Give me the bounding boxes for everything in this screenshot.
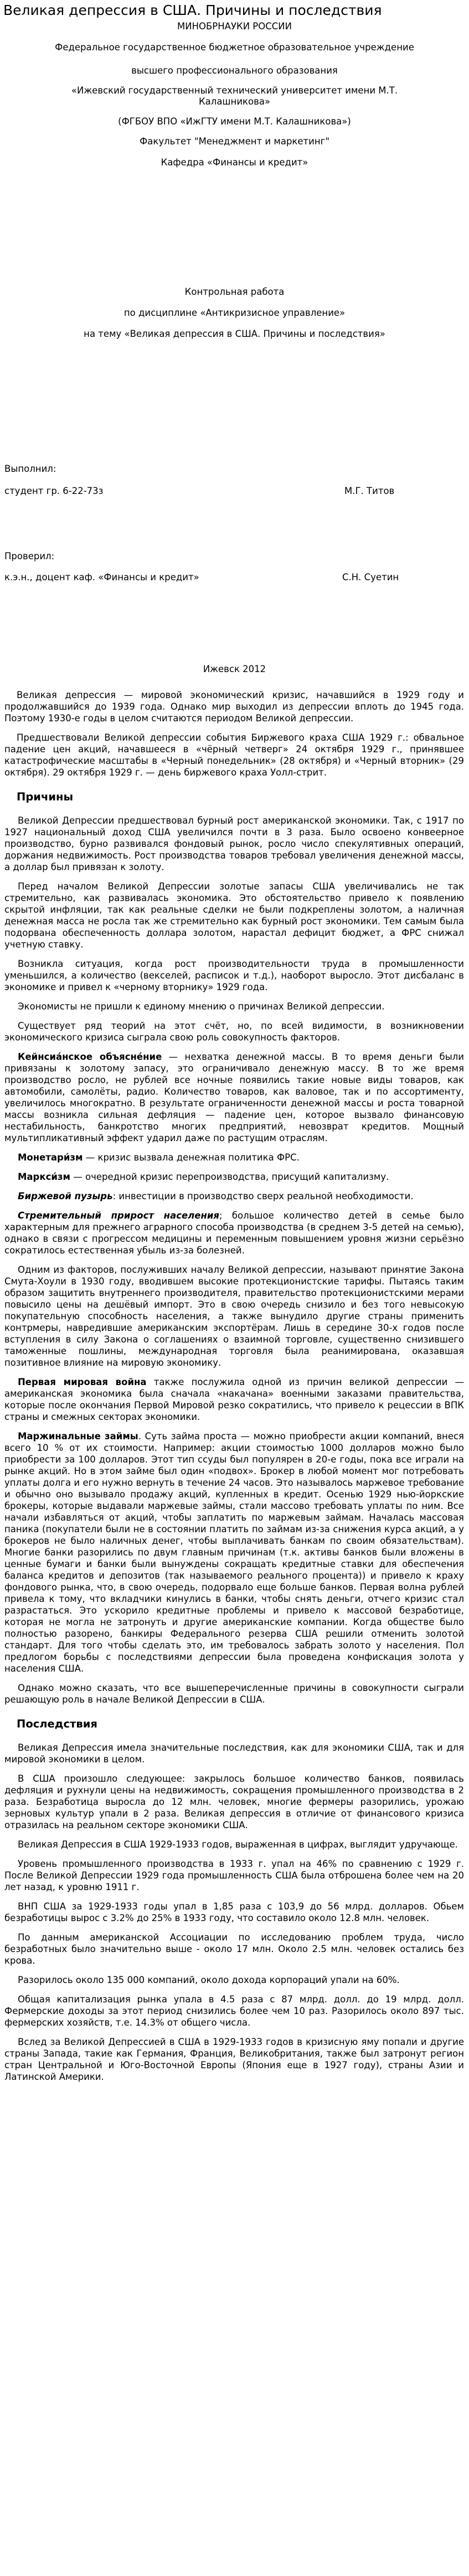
- paragraph: [4, 1376, 464, 1423]
- term-marxism: Маркси́зм: [18, 1172, 70, 1182]
- checker-label: к.э.н., доцент каф. «Финансы и кредит»: [4, 572, 199, 582]
- topic: на тему «Великая депрессия в США. Причины и последствия»: [84, 329, 385, 339]
- performed-label: Выполнил:: [4, 464, 56, 474]
- paragraph: Перед началом Великой Депрессии золотые запасы США увеличивались не так стремительно, как развивалась экономика. Это обстоятельство привело к появлению скрытой инфляции, так как реальные сделки не были подкреплены золотом, а наличная денежная масса не росла так же стремительно как бурный рост экономики. Тем самым была подорвана обеспеченность доллара золотом, нарастал дефицит бюджет, а ФРС снижал учетную ставку.: [4, 881, 464, 950]
- city-year: Ижевск 2012: [203, 664, 266, 674]
- ministry: МИНОБРНАУКИ РОССИИ: [177, 21, 292, 32]
- paragraph: [4, 1430, 464, 1674]
- term-margin-loans: Маржинальные займы: [18, 1431, 138, 1441]
- paragraph: Уровень промышленного производства в 1933 г. упал на 46% по сравнению с 1929 г. После Великой Депрессии 1929 года промышленность США была отброшена более чем на 20 лет назад, к уровню 1911 г.: [4, 1859, 464, 1892]
- term-keynesian: Кейнсиа́нское объясне́ние: [18, 1052, 162, 1062]
- term-text: . Суть займа проста — можно приобрести акции компаний, внеся всего 10 % от их стоимости. Например: акции стоимостью 1000 долларов можно было приобрести за 100 долларов. Этот тип ссуды был популярен в 20-е годы, пока все играли на рынке акций. Но в этом займе был один «подвох». Брокер в любой момент мог потребовать уплаты долга и его нужно вернуть в течение 24 часов. Это называлось маржевое требование и обычно оно вызывало продажу акций, купленных в кредит. Осенью 1929 нью-йоркские брокеры, которые выдавали маржевые займы, стали массово требовать уплаты по ним. Все начали избавляться от акций, чтобы заплатить по маржевым займам. Началась массовая паника (покупатели были не в состоянии платить по займам из-за снижения курса акций, а у брокеров не было наличных денег, чтобы выплачивать банкам по своим обязательствам). Многие банки разорились по двум главным причинам (т.к. активы банков были вложены в ценные бумаги и банки были вынуждены сокращать кредитные ставки для обеспечения баланса кредитов и депозитов (так называемого реального процента)) и привело к краху фондового рынка, что, в свою очередь, подорвало еще больше банков. Первая волна рублей привела к тому, что вкладчики кинулись в банки, чтобы снять деньги, отчего кризис стал разрастаться. Это ускорило кредитные проблемы и привело к массовой безработице, которая не могла не затронуть и другие американские компании. Когда обществе было полностью разорено, банкиры Федерального резерва США решили отменить золотой стандарт. Для того чтобы сделать это, им требовалось забрать золото у населения. Пол предлогом борьбы с последствиями депрессии была проведена конфискация золота у населения США.: [4, 1431, 464, 1674]
- term-monetarism: Монетари́зм: [18, 1152, 83, 1163]
- term-text: — нехватка денежной массы. В то время деньги были привязаны к золотому запасу, это ограничивало денежную массу. В то же время производство росло, не рублей все ночные появились такие новые виды товаров, как автомобили, самолёты, радио. Количество товаров, как валовое, так и по ассортименту, увеличилось многократно. В результате ограниченности денежной массы и роста товарной массы возникла сильная дефляция — падение цен, которое вызвало финансовую нестабильность, банкротство многих предприятий, невозврат кредитов. Мощный мультипликативный эффект ударил даже по растущим отраслям.: [4, 1052, 465, 1143]
- term-text: — очередной кризис перепроизводства, присущий капитализму.: [70, 1172, 389, 1182]
- paragraph: Великая Депрессия имела значительные последствия, как для экономики США, так и для мировой экономики в целом.: [4, 1742, 464, 1765]
- paragraph: Великая Депрессия в США 1929-1933 годов, выраженная в цифрах, выглядит удручающе.: [18, 1839, 458, 1850]
- paragraph: Разорилось около 135 000 компаний, около дохода корпораций упали на 60%.: [18, 1975, 400, 1985]
- term-text: также послужила одной из причин великой депрессии — американская экономика была сначала «накачана» военными заказами правительства, которые после окончания Первой Мировой резко сократились, что привело к рецессии в ВПК страны и смежных секторах экономики.: [4, 1377, 464, 1422]
- paragraph: Одним из факторов, послуживших началу Великой депрессии, называют принятие Закона Смута-Хоули в 1930 году, вводившем высокие протекционистские тарифы. Пытаясь таким образом защитить внутреннего производителя, правительство протекционистскими мерами повысило цены на дешёвый импорт. Это в свою очередь снизило и без того невысокую покупательную способность населения, а также вынудило другие страны применить контрмеры, навредившие американским экспортёрам. Лишь в середине 30-х годов после вступления в силу Закона о соглашениях о взаимной торговле, существенно снизившего таможенные пошлины, международная торговля была реанимирована, оказавшая позитивное влияние на мировую экономику.: [4, 1264, 464, 1368]
- section-heading-causes: Причины: [17, 790, 74, 803]
- paragraph: Общая капитализация рынка упала в 4.5 раза с 87 млрд. долл. до 19 млрд. долл. Фермерские доходы за этот период снизились более чем 10 раз. Разорилось около 897 тыс. фермерских хозяйств, т.е. 14.3% от общего числа.: [4, 1994, 464, 2028]
- term-ww1: Первая мировая война: [18, 1377, 147, 1387]
- paragraph: Экономисты не пришли к единому мнению о причинах Великой депрессии.: [18, 1001, 385, 1012]
- paragraph: Великая депрессия — мировой экономический кризис, начавшийся в 1929 году и продолжавшийся до 1939 года. Однако мир выходил из депрессии вплоть до 1945 года. Поэтому 1930-е годы в целом считаются периодом Великой депрессии.: [4, 690, 464, 724]
- section-heading-consequences: Последствия: [17, 1718, 97, 1730]
- term-text: ; большое количество детей в семье было характерным для прежнего аграрного способа производства (в среднем 3-5 детей на семью), однако в связи с прогрессом медицины и переменным повышением уровня жизни серьёзно сократилось естественная убыль из-за болезней.: [4, 1210, 465, 1256]
- student-label: студент гр. 6-22-73з: [4, 486, 104, 496]
- term-bubble: Биржевой пузырь: [18, 1191, 113, 1201]
- term-population: Стремительный прирост населения: [18, 1210, 220, 1221]
- student-name: М.Г. Титов: [344, 486, 395, 496]
- discipline: по дисциплине «Антикризисное управление»: [123, 308, 346, 318]
- university-line-1: «Ижевский государственный технический университет имени М.Т.: [71, 85, 398, 96]
- term-text: — кризис вызвала денежная политика ФРС.: [83, 1152, 300, 1163]
- paragraph: Вслед за Великой Депрессией в США в 1929-1933 годов в кризисную яму попали и другие страны Запада, такие как Германия, Франция, Великобритания, также был затронут регион стран Центральной и Юго-Восточной Европы (Япония еще в 1927 году), страны Азии и Латинской Америки.: [4, 2037, 464, 2082]
- paragraph: Возникла ситуация, когда рост производительности труда в промышленности уменьшился, а количество (векселей, расписок и т.д.), наоборот выросло. Этот дисбаланс в экономике и привел к «черному вторнику» 1929 года.: [4, 959, 464, 992]
- paragraph: Великой Депрессии предшествовал бурный рост американской экономики. Так, с 1917 по 1927 национальный доход США увеличился почти в 3 раза. Было освоено конвеерное производство, бурно развивался фондовый рынок, росло число спекулятивных операций, доржания недвижимость. Рост производства товаров требовал увеличения денежной массы, а доллар был привязан к золоту.: [4, 815, 464, 872]
- university-abbr: (ФГБОУ ВПО «ИжГТУ имени М.Т. Калашникова»): [118, 116, 351, 127]
- work-type: Контрольная работа: [184, 287, 285, 297]
- paragraph: По данным американской Ассоциации по исследованию проблем труда, число безработных было значительно выше - около 17 млн. Около 2.5 млн. человек остались без крова.: [4, 1932, 464, 1966]
- paragraph: [4, 1210, 464, 1256]
- paragraph: [4, 1171, 464, 1183]
- org-line-1: Федеральное государственное бюджетное образовательное учреждение: [55, 42, 414, 53]
- paragraph: ВНП США за 1929-1933 годы упал в 1,85 раза с 103,9 до 56 млрд. долларов. Обьем безработицы вырос с 3.2% до 25% в 1933 году, что составило около 12.8 млн. человек.: [4, 1901, 464, 1923]
- page-title: Великая депрессия в США. Причины и последствия: [3, 2, 382, 18]
- paragraph: [4, 1152, 464, 1163]
- paragraph: Однако можно сказать, что все вышеперечисленные причины в совокупности сыграли решающую роль в начале Великой Депрессии в США.: [4, 1683, 464, 1705]
- paragraph: Существует ряд теорий на этот счёт, но, по всей видимости, в возникновении экономического кризиса сыграла свою роль совокупность факторов.: [4, 1021, 464, 1043]
- university-line-2: Калашникова»: [198, 96, 271, 107]
- checker-name: С.Н. Суетин: [342, 572, 399, 582]
- department: Кафедра «Финансы и кредит»: [161, 157, 308, 168]
- faculty: Факультет "Менеджмент и маркетинг": [140, 136, 329, 147]
- checked-label: Проверил:: [4, 551, 55, 561]
- document-body: [4, 689, 464, 2090]
- paragraph: В США произошло следующее: закрылось большое количество банков, появилась дефляция и рухнули цены на недвижимость, сокращения промышленного производства в 2 раза. Безработица выросла до 12 млн. человек, многие фермеры разорились, урожаю зерновых культур упали в 2 раза. Великая депрессия в отличие от финансового кризиса отразилась на реальном секторе экономики США.: [4, 1773, 464, 1830]
- term-text: : инвестиции в производство сверх реальной необходимости.: [112, 1191, 414, 1201]
- paragraph: [4, 1051, 464, 1144]
- paragraph: [4, 1190, 464, 1202]
- paragraph: Предшествовали Великой депрессии события Биржевого краха США 1929 г.: обвальное падение цен акций, начавшееся в «чёрный четверг» 24 октября 1929 г., принявшее катастрофические масштабы в «Черный понедельник» (28 октября) и «Черный вторник» (29 октября). 29 октября 1929 г. — день биржевого краха Уолл-стрит.: [4, 732, 464, 778]
- org-line-2: высшего профессионального образования: [131, 65, 338, 76]
